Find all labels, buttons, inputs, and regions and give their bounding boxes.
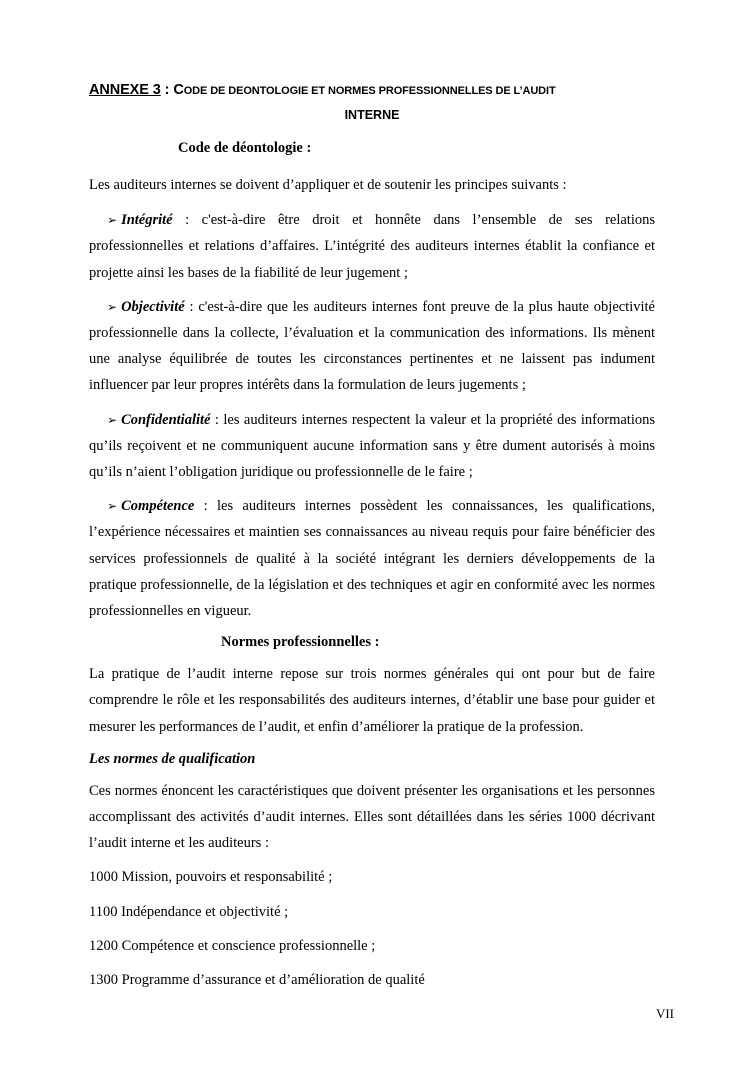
qualification-heading: Les normes de qualification [89,750,256,767]
principle-objectivite [89,294,655,399]
principle-term: Intégrité [121,212,173,229]
principle-term: Compétence [121,498,195,515]
series-item: 1100 Indépendance et objectivité ; [89,903,289,920]
annex-title [89,80,655,101]
code-heading: Code de déontologie : [178,140,312,156]
arrow-bullet-icon: ➢ [107,299,118,314]
principle-integrite [89,207,655,286]
title-separator: : [160,82,174,98]
series-item: 1300 Programme d’assurance et d’amélioration de qualité [89,972,425,989]
principle-text: : les auditeurs internes possèdent les connaissances, les qualifications, l’expérience nécessaires et maintien ses connaissances au niveau requis pour faire bénéficier des services professionnels de qualité à la société intégrant les derniers développements de la pratique professionnelle, de la législation et des techniques et agir en conformité avec les normes professionnelles en vigueur. [89,498,655,620]
arrow-bullet-icon: ➢ [107,412,118,427]
page-content [89,80,655,993]
principle-confidentialite [89,407,655,486]
annex-title-line2: INTERNE [344,108,400,122]
arrow-bullet-icon: ➢ [107,213,118,228]
principle-text: : c'est-à-dire que les auditeurs internes font preuve de la plus haute objectivité professionnelle dans la collecte, l’évaluation et la communication des informations. Ils mènent une analyse équilibrée de toutes les circonstances pertinentes et ne laissent pas indument influencer par leur propres intérêts dans la formulation de leurs jugements ; [89,298,655,394]
arrow-bullet-icon: ➢ [107,499,118,514]
normes-paragraph: La pratique de l’audit interne repose sur trois normes générales qui ont pour but de faire comprendre le rôle et les responsabilités des auditeurs internes, d’établir une base pour guider et mesurer les performances de l’audit, et enfin d’améliorer la pratique de la profession. [89,666,655,735]
normes-heading: Normes professionnelles : [221,634,380,651]
principle-text: : c'est-à-dire être droit et honnête dans l’ensemble de ses relations professionnelles et relations d’affaires. L’intégrité des auditeurs internes établit la confiance et projette ainsi les bases de la fiabilité de leur jugement ; [89,212,655,281]
principle-term: Confidentialité [121,411,211,428]
principle-competence [89,493,655,624]
principle-text: : les auditeurs internes respectent la valeur et la propriété des informations qu’ils reçoivent et ne communiquent aucune information sans y être dument autorisés à moins qu’ils n’aient l’obligation juridique ou professionnelle de le faire ; [89,411,655,481]
title-text-line1: ODE DE DEONTOLOGIE ET NORMES PROFESSIONNELLES DE L’AUDIT [183,85,556,97]
principle-term: Objectivité [121,298,185,315]
page-number: VII [655,1006,674,1021]
series-item: 1000 Mission, pouvoirs et responsabilité ; [89,869,333,886]
qualification-paragraph: Ces normes énoncent les caractéristiques que doivent présenter les organisations et les personnes accomplissant des activités d’audit internes. Elles sont détaillées dans les séries 1000 décrivant l’audit interne et les auditeurs : [89,782,655,852]
title-first-letter: C [173,82,184,98]
annex-label: ANNEXE 3 [89,82,161,98]
intro-paragraph: Les auditeurs internes se doivent d’appliquer et de soutenir les principes suivants : [89,177,567,193]
series-item: 1200 Compétence et conscience professionnelle ; [89,937,376,954]
